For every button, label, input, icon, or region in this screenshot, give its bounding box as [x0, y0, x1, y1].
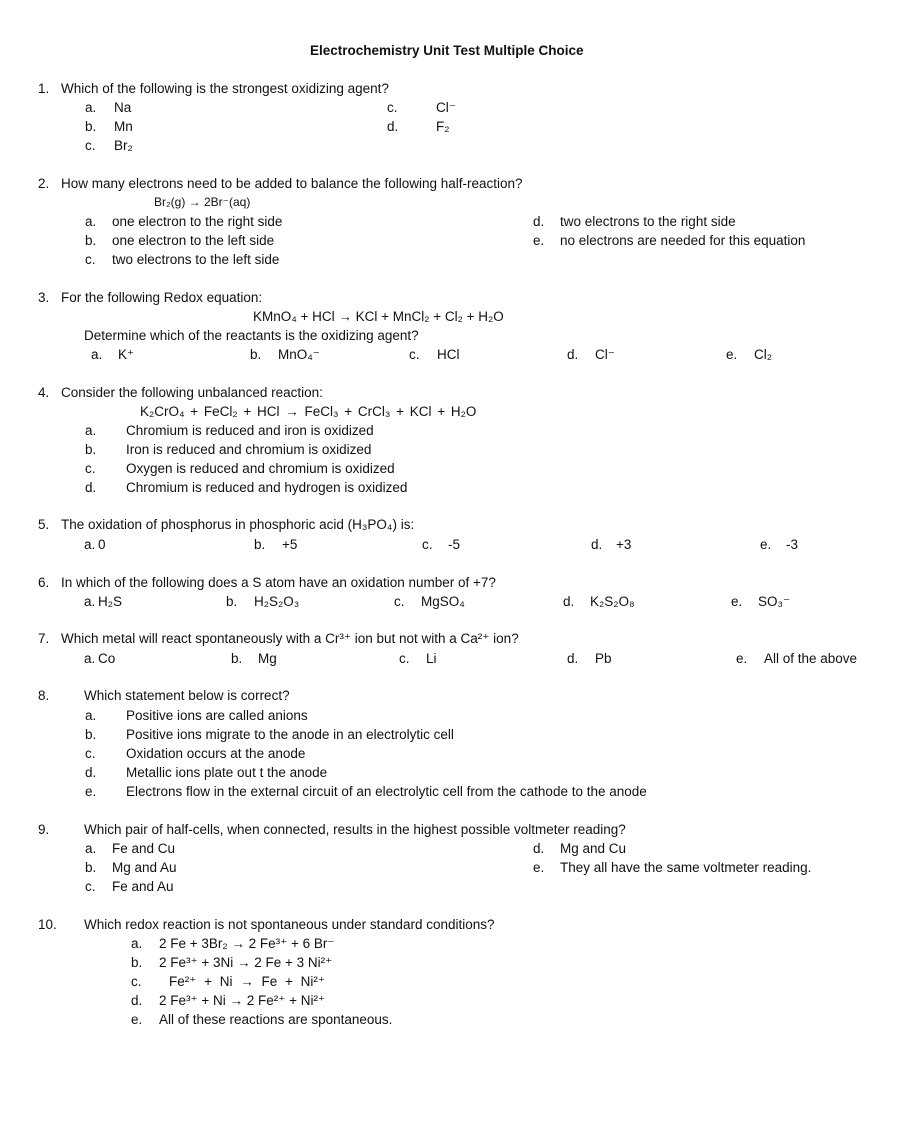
option-letter: b.: [254, 537, 266, 552]
option-letter: a.: [84, 594, 96, 609]
option-text: +3: [616, 537, 632, 552]
question-stem: In which of the following does a S atom have an oxidation number of +7?: [61, 575, 496, 590]
option-text: Cl⁻: [436, 100, 456, 115]
option-text: -5: [448, 537, 461, 552]
option-text: Fe and Cu: [112, 841, 176, 856]
option-letter: b.: [85, 860, 97, 875]
option-letter: a.: [85, 100, 97, 115]
question-stem: The oxidation of phosphorus in phosphoric acid (H₃PO₄) is:: [61, 517, 415, 532]
option-text: Pb: [595, 651, 612, 666]
option-letter: c.: [85, 252, 96, 267]
option-letter: a.: [85, 214, 97, 229]
option-letter: c.: [409, 347, 420, 362]
option-letter: e.: [533, 233, 545, 248]
question-stem: How many electrons need to be added to balance the following half-reaction?: [61, 176, 523, 191]
option-text: +5: [282, 537, 298, 552]
option-text: MnO₄⁻: [278, 347, 320, 362]
option-text: All of the above: [764, 651, 858, 666]
option-text: two electrons to the right side: [560, 214, 736, 229]
option-letter: b.: [226, 594, 238, 609]
question-number: 5.: [38, 517, 50, 532]
option-text: They all have the same voltmeter reading.: [560, 860, 812, 875]
option-text: MgSO₄: [421, 594, 465, 609]
option-letter: b.: [250, 347, 262, 362]
option-letter: e.: [85, 784, 97, 799]
option-text: F₂: [436, 119, 450, 134]
question-stem: Which pair of half-cells, when connected, results in the highest possible voltmeter reading?: [84, 822, 626, 837]
option-letter: a.: [131, 936, 143, 951]
option-text: Oxygen is reduced and chromium is oxidized: [126, 461, 395, 476]
redox-equation: KMnO₄ + HCl → KCl + MnCl₂ + Cl₂ + H₂O: [253, 309, 504, 324]
option-text: 2 Fe³⁺ + Ni → 2 Fe²⁺ + Ni²⁺: [159, 993, 326, 1008]
question-number: 1.: [38, 81, 50, 96]
option-letter: b.: [131, 955, 143, 970]
option-letter: a.: [84, 651, 96, 666]
option-text: Mn: [114, 119, 133, 134]
option-letter: c.: [85, 746, 96, 761]
option-text: HCl: [437, 347, 460, 362]
option-text: Iron is reduced and chromium is oxidized: [126, 442, 372, 457]
option-letter: a.: [85, 708, 97, 723]
option-letter: b.: [85, 119, 97, 134]
option-text: H₂S: [98, 594, 122, 609]
question-stem: Which of the following is the strongest oxidizing agent?: [61, 81, 389, 96]
option-letter: c.: [131, 974, 142, 989]
option-text: Na: [114, 100, 132, 115]
option-letter: a.: [85, 423, 97, 438]
unbalanced-reaction: K₂CrO₄ + FeCl₂ + HCl → FeCl₃ + CrCl₃ + KCl + H₂O: [140, 404, 477, 419]
question-stem: For the following Redox equation:: [61, 290, 263, 305]
half-reaction: Br₂(g) → 2Br⁻(aq): [154, 195, 251, 209]
question-number: 2.: [38, 176, 50, 191]
question-stem: Which redox reaction is not spontaneous under standard conditions?: [84, 917, 495, 932]
option-text: Chromium is reduced and iron is oxidized: [126, 423, 374, 438]
question-number: 3.: [38, 290, 50, 305]
option-text: Cl⁻: [595, 347, 615, 362]
option-letter: e.: [736, 651, 748, 666]
question-sub-stem: Determine which of the reactants is the oxidizing agent?: [84, 328, 419, 343]
option-text: Chromium is reduced and hydrogen is oxidized: [126, 480, 408, 495]
option-text: Positive ions migrate to the anode in an electrolytic cell: [126, 727, 454, 742]
option-text: 0: [98, 537, 106, 552]
option-letter: a.: [91, 347, 103, 362]
option-letter: d.: [567, 651, 579, 666]
question-number: 4.: [38, 385, 50, 400]
option-text: K₂S₂O₈: [590, 594, 635, 609]
option-text: SO₃⁻: [758, 594, 791, 609]
option-text: Li: [426, 651, 437, 666]
option-letter: c.: [85, 879, 96, 894]
option-letter: e.: [731, 594, 743, 609]
option-text: Cl₂: [754, 347, 772, 362]
question-number: 9.: [38, 822, 50, 837]
option-letter: d.: [85, 765, 97, 780]
option-letter: c.: [399, 651, 410, 666]
option-letter: a.: [85, 841, 97, 856]
option-letter: b.: [85, 727, 97, 742]
question-number: 8.: [38, 688, 50, 703]
option-letter: a.: [84, 537, 96, 552]
option-text: Fe²⁺ + Ni → Fe + Ni²⁺: [169, 974, 326, 989]
option-letter: e.: [131, 1012, 143, 1027]
option-letter: e.: [760, 537, 772, 552]
option-letter: c.: [85, 138, 96, 153]
option-text: Electrons flow in the external circuit of an electrolytic cell from the cathode to the anode: [126, 784, 647, 799]
option-text: -3: [786, 537, 799, 552]
option-text: Br₂: [114, 138, 133, 153]
option-letter: b.: [85, 233, 97, 248]
option-letter: c.: [85, 461, 96, 476]
option-text: Mg and Cu: [560, 841, 627, 856]
question-number: 7.: [38, 631, 50, 646]
question-stem: Which statement below is correct?: [84, 688, 290, 703]
option-text: one electron to the right side: [112, 214, 283, 229]
option-letter: d.: [533, 841, 545, 856]
option-letter: d.: [533, 214, 545, 229]
page-title: Electrochemistry Unit Test Multiple Choice: [310, 43, 584, 58]
option-text: H₂S₂O₃: [254, 594, 300, 609]
option-text: Fe and Au: [112, 879, 174, 894]
option-text: Mg and Au: [112, 860, 177, 875]
option-letter: d.: [387, 119, 399, 134]
option-text: 2 Fe + 3Br₂ → 2 Fe³⁺ + 6 Br⁻: [159, 936, 335, 951]
question-number: 10.: [38, 917, 57, 932]
option-text: two electrons to the left side: [112, 252, 280, 267]
option-letter: e.: [533, 860, 545, 875]
option-letter: d.: [85, 480, 97, 495]
option-text: Co: [98, 651, 116, 666]
option-letter: c.: [387, 100, 398, 115]
question-stem: Consider the following unbalanced reaction:: [61, 385, 323, 400]
option-text: All of these reactions are spontaneous.: [159, 1012, 393, 1027]
option-text: Mg: [258, 651, 277, 666]
option-letter: b.: [85, 442, 97, 457]
option-letter: d.: [591, 537, 603, 552]
option-text: Metallic ions plate out t the anode: [126, 765, 328, 780]
option-letter: d.: [567, 347, 579, 362]
option-letter: e.: [726, 347, 738, 362]
option-letter: c.: [394, 594, 405, 609]
option-text: Positive ions are called anions: [126, 708, 308, 723]
option-letter: b.: [231, 651, 243, 666]
option-text: no electrons are needed for this equation: [560, 233, 806, 248]
option-text: one electron to the left side: [112, 233, 275, 248]
option-text: Oxidation occurs at the anode: [126, 746, 306, 761]
option-text: 2 Fe³⁺ + 3Ni → 2 Fe + 3 Ni²⁺: [159, 955, 333, 970]
option-letter: d.: [563, 594, 575, 609]
option-text: K⁺: [118, 347, 135, 362]
question-stem: Which metal will react spontaneously with a Cr³⁺ ion but not with a Ca²⁺ ion?: [61, 631, 519, 646]
option-letter: d.: [131, 993, 143, 1008]
question-number: 6.: [38, 575, 50, 590]
option-letter: c.: [422, 537, 433, 552]
